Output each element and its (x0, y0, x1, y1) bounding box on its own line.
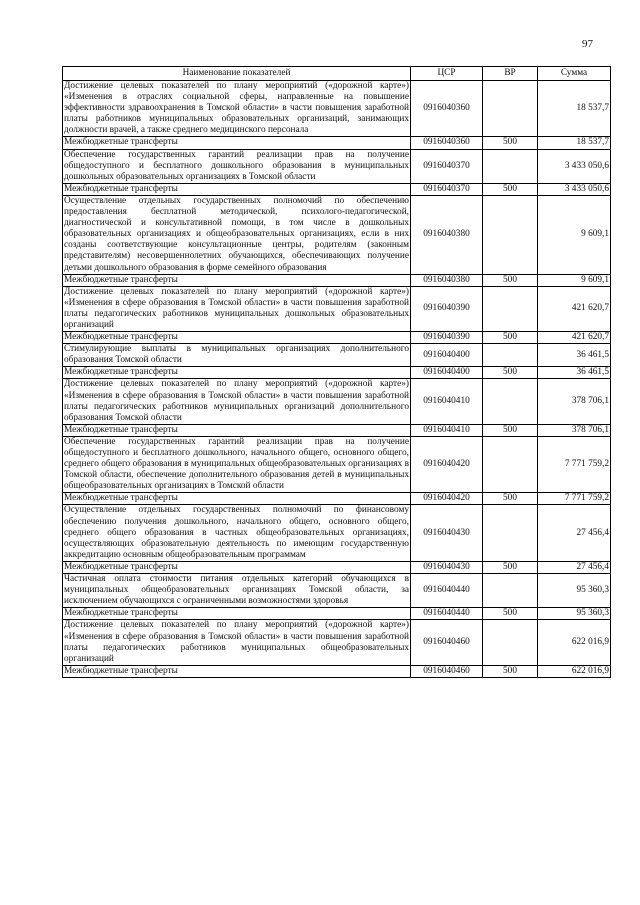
row-sum: 421 620,7 (538, 332, 611, 344)
table-row (63, 137, 611, 149)
row-sum: 7 771 759,2 (538, 436, 611, 492)
row-name: Достижение целевых показателей по плану мероприятий («дорожной карте») «Изменения в сфере образования в Томской области» в части повышения заработной платы педагогических работников муниципальных дошкольных образовательных организаций (64, 286, 409, 330)
table-row (63, 424, 611, 436)
row-vr (483, 436, 538, 492)
row-name: Частичная оплата стоимости питания отдельных категорий обучающихся в муниципальных общеобразовательных организациях Томской области, за исключением обучающихся с ограниченными возможностями здоровья (64, 574, 409, 607)
row-csr: 0916040440 (411, 608, 483, 620)
row-name: Межбюджетные трансферты (63, 561, 411, 573)
row-sum: 3 433 050,6 (538, 183, 611, 195)
row-vr (483, 286, 538, 331)
row-csr: 0916040360 (411, 81, 483, 137)
table-row (63, 183, 611, 195)
row-sum: 378 706,1 (538, 424, 611, 436)
row-sum: 27 456,4 (538, 505, 611, 561)
row-sum: 3 433 050,6 (538, 149, 611, 183)
row-csr: 0916040370 (411, 149, 483, 183)
table-row (63, 608, 611, 620)
page-number: 97 (582, 38, 593, 50)
table-row (63, 505, 611, 561)
row-vr (483, 620, 538, 665)
row-name: Осуществление отдельных государственных полномочий по финансовому обеспечению получения дошкольного, начального общего, основного общего, среднего общего образования в частных общеобразовательных организациях, осуществляющих образовательную деятельность по имеющим государственную аккредитацию основным общеобразовательным программам (64, 505, 409, 560)
row-vr: 500 (483, 137, 538, 149)
row-name: Достижение целевых показателей по плану мероприятий («дорожной карте») «Изменения в отраслях социальной сферы, направленные на повышение эффективности здравоохранения в Томской области» в части повышения заработной платы работников муниципальных образовательных организаций, занимающих должности врачей, а также среднего медицинского персонала (64, 81, 409, 136)
row-csr: 0916040420 (411, 436, 483, 492)
row-sum: 27 456,4 (538, 561, 611, 573)
row-csr: 0916040390 (411, 286, 483, 331)
row-vr: 500 (483, 561, 538, 573)
row-vr: 500 (483, 665, 538, 677)
row-vr: 500 (483, 367, 538, 379)
table-row (63, 493, 611, 505)
row-vr (483, 574, 538, 608)
table-row (63, 574, 611, 608)
row-sum: 9 609,1 (538, 195, 611, 274)
row-vr (483, 195, 538, 274)
row-vr: 500 (483, 183, 538, 195)
row-vr (483, 505, 538, 561)
row-sum: 622 016,9 (538, 620, 611, 665)
table-row (63, 436, 611, 492)
row-csr: 0916040410 (411, 424, 483, 436)
header-csr: ЦСР (411, 67, 483, 81)
row-sum: 421 620,7 (538, 286, 611, 331)
row-csr: 0916040380 (411, 195, 483, 274)
row-sum: 36 461,5 (538, 367, 611, 379)
row-csr: 0916040370 (411, 183, 483, 195)
row-name: Осуществление отдельных государственных полномочий по обеспечению предоставления бесплатной методической, психолого-педагогической, диагностической и консультативной помощи, в том числе в дошкольных образовательных организациях и общеобразовательных организациях, если в них созданы соответствующие консультационные центры, родителям (законным представителям) несовершеннолетних обучающихся, обеспечивающих получение детьми дошкольного образования в форме семейного образования (64, 195, 409, 273)
row-csr: 0916040410 (411, 379, 483, 424)
row-sum: 95 360,3 (538, 574, 611, 608)
row-vr: 500 (483, 332, 538, 344)
row-sum: 18 537,7 (538, 137, 611, 149)
row-sum: 378 706,1 (538, 379, 611, 424)
table-header-row (63, 67, 611, 81)
row-name: Межбюджетные трансферты (63, 665, 411, 677)
row-name: Межбюджетные трансферты (63, 493, 411, 505)
row-name: Достижение целевых показателей по плану мероприятий («дорожной карте») «Изменения в сфере образования в Томской области» в части повышения заработной платы педагогических работников муниципальных организаций дополнительного образования Томской области (64, 379, 409, 423)
row-name: Межбюджетные трансферты (63, 608, 411, 620)
table-row (63, 620, 611, 665)
row-vr: 500 (483, 424, 538, 436)
row-csr: 0916040360 (411, 137, 483, 149)
row-csr: 0916040430 (411, 561, 483, 573)
row-csr: 0916040400 (411, 367, 483, 379)
row-csr: 0916040380 (411, 274, 483, 286)
table-row (63, 149, 611, 183)
row-name: Межбюджетные трансферты (63, 367, 411, 379)
table-row (63, 665, 611, 677)
row-csr: 0916040400 (411, 344, 483, 367)
row-name: Межбюджетные трансферты (63, 137, 411, 149)
header-vr: ВР (483, 67, 538, 81)
row-vr (483, 379, 538, 424)
row-sum: 622 016,9 (538, 665, 611, 677)
table-row (63, 344, 611, 367)
table-row (63, 367, 611, 379)
table-row (63, 561, 611, 573)
row-vr: 500 (483, 608, 538, 620)
row-sum: 9 609,1 (538, 274, 611, 286)
row-name: Межбюджетные трансферты (63, 183, 411, 195)
row-vr: 500 (483, 493, 538, 505)
table-row (63, 274, 611, 286)
header-name: Наименование показателей (63, 67, 411, 81)
table-row (63, 379, 611, 424)
row-name: Межбюджетные трансферты (63, 274, 411, 286)
row-vr (483, 344, 538, 367)
row-name: Стимулирующие выплаты в муниципальных организациях дополнительного образования Томской области (64, 344, 409, 366)
header-sum: Сумма (538, 67, 611, 81)
row-name: Достижение целевых показателей по плану мероприятий («дорожной карте») «Изменения в сфере образования в Томской области» в части повышения заработной платы педагогических работников муниципальных общеобразовательных организаций (64, 620, 409, 664)
row-csr: 0916040460 (411, 665, 483, 677)
table-row (63, 195, 611, 274)
table-row (63, 332, 611, 344)
row-csr: 0916040440 (411, 574, 483, 608)
row-sum: 36 461,5 (538, 344, 611, 367)
budget-table (62, 66, 611, 678)
row-sum: 7 771 759,2 (538, 493, 611, 505)
row-csr: 0916040430 (411, 505, 483, 561)
row-name: Обеспечение государственных гарантий реализации прав на получение общедоступного и бесплатного дошкольного образования в муниципальных дошкольных образовательных организациях в Томской области (64, 149, 409, 182)
table-row (63, 286, 611, 331)
row-sum: 95 360,3 (538, 608, 611, 620)
row-vr (483, 149, 538, 183)
table-row (63, 81, 611, 137)
row-csr: 0916040420 (411, 493, 483, 505)
row-vr (483, 81, 538, 137)
row-name: Межбюджетные трансферты (63, 332, 411, 344)
row-vr: 500 (483, 274, 538, 286)
row-csr: 0916040460 (411, 620, 483, 665)
row-name: Обеспечение государственных гарантий реализации прав на получение общедоступного и бесплатного дошкольного, начального общего, основного общего, среднего общего образования в муниципальных общеобразовательных организациях в Томской области, обеспечение дополнительного образования детей в муниципальных общеобразовательных организациях в Томской области (64, 436, 409, 492)
row-csr: 0916040390 (411, 332, 483, 344)
row-sum: 18 537,7 (538, 81, 611, 137)
row-name: Межбюджетные трансферты (63, 424, 411, 436)
